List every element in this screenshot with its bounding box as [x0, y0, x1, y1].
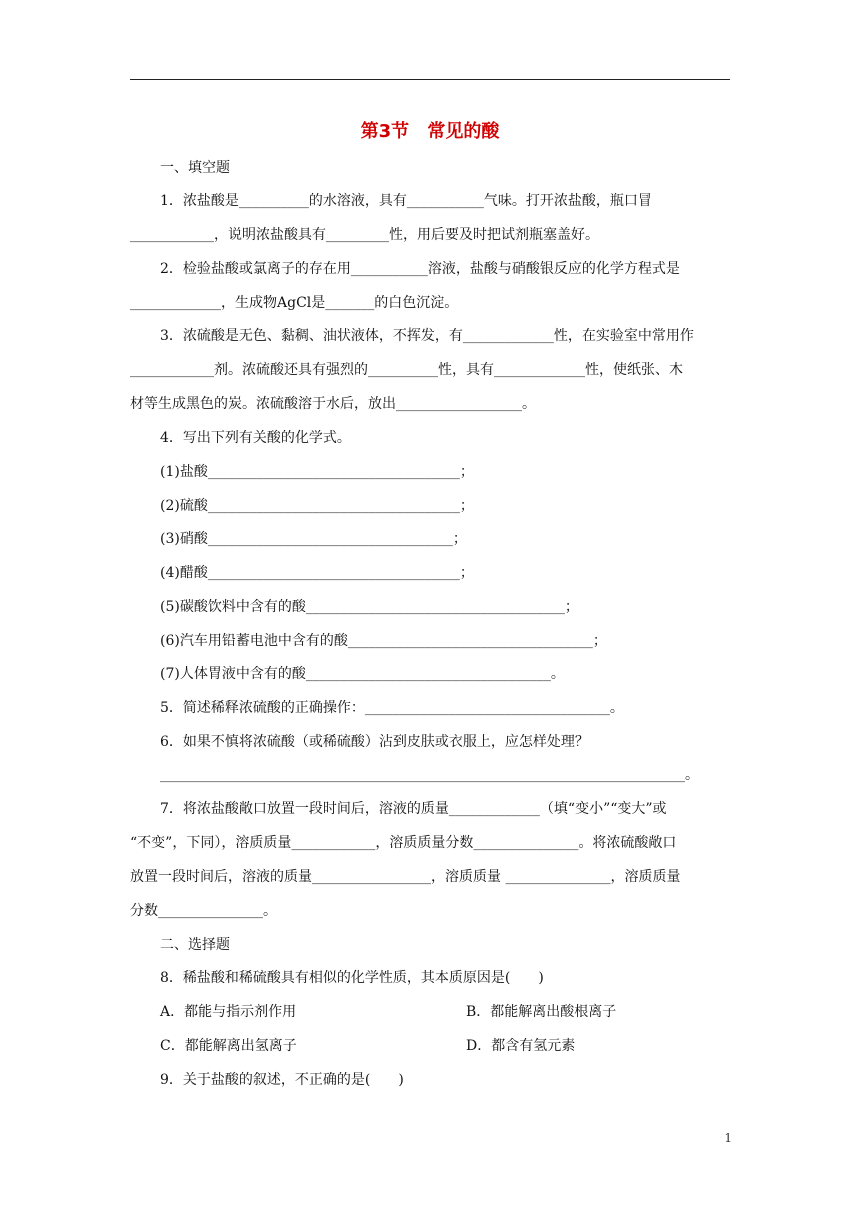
question-4-item-3: (3)硝酸___________________________________； — [160, 531, 467, 547]
question-7-line-4: 分数_______________。 — [130, 903, 277, 919]
header-rule — [130, 79, 730, 80]
title-section-number: 第3节 — [360, 121, 410, 142]
question-4-item-1: (1)盐酸____________________________________； — [160, 464, 474, 480]
title-topic: 常见的酸 — [427, 121, 500, 142]
question-4-item-7: (7)人体胃液中含有的酸___________________________________。 — [160, 666, 565, 682]
question-1-line-1: 1．浓盐酸是__________的水溶液，具有___________气味。打开浓盐酸，瓶口冒 — [160, 193, 652, 209]
question-4-item-4: (4)醋酸____________________________________； — [160, 565, 474, 581]
question-4-stem: 4．写出下列有关酸的化学式。 — [160, 430, 351, 446]
question-8-option-b: B．都能解离出酸根离子 — [466, 1004, 617, 1020]
question-8-option-a: A．都能与指示剂作用 — [160, 1004, 297, 1020]
question-9-stem: 9．关于盐酸的叙述，不正确的是( ) — [160, 1072, 404, 1088]
section-heading-multiple-choice: 二、选择题 — [160, 937, 230, 953]
question-1-line-2: ____________，说明浓盐酸具有_________性，用后要及时把试剂瓶塞盖好。 — [130, 227, 599, 243]
question-2-line-1: 2．检验盐酸或氯离子的存在用___________溶液，盐酸与硝酸银反应的化学方程式是 — [160, 261, 680, 277]
question-8-option-d: D．都含有氢元素 — [466, 1038, 576, 1054]
question-7-line-1: 7．将浓盐酸敞口放置一段时间后，溶液的质量_____________（填“变小”“变大”或 — [160, 801, 667, 817]
question-6-stem: 6．如果不慎将浓硫酸（或稀硫酸）沾到皮肤或衣服上，应怎样处理？ — [160, 734, 589, 750]
question-7-line-3: 放置一段时间后，溶液的质量_________________，溶质质量 _______________，溶质质量 — [130, 869, 681, 885]
question-4-item-2: (2)硫酸____________________________________； — [160, 498, 474, 514]
question-7-line-2: “不变”，下同），溶质质量____________，溶质质量分数_______________。将浓硫酸敞口 — [130, 835, 677, 851]
question-4-item-6: (6)汽车用铅蓄电池中含有的酸___________________________________； — [160, 633, 607, 649]
question-3-line-2: ____________剂。浓硫酸还具有强烈的__________性，具有_____________性，使纸张、木 — [130, 362, 683, 378]
question-2-line-2: _____________，生成物AgCl是_______的白色沉淀。 — [130, 295, 459, 311]
section-heading-fill-blank: 一、填空题 — [160, 160, 230, 176]
question-3-line-1: 3．浓硫酸是无色、黏稠、油状液体，不挥发，有_____________性，在实验室中常用作 — [160, 328, 694, 344]
page-number: 1 — [724, 1131, 732, 1145]
question-3-line-3: 材等生成黑色的炭。浓硫酸溶于水后，放出__________________。 — [130, 396, 536, 412]
question-6-answer-line: ___________________________________________________________________________。 — [160, 767, 699, 783]
page-title — [0, 117, 860, 143]
question-8-option-c: C．都能解离出氢离子 — [160, 1038, 297, 1054]
question-5: 5．简述稀释浓硫酸的正确操作：___________________________________。 — [160, 700, 624, 716]
question-4-item-5: (5)碳酸饮料中含有的酸_____________________________________； — [160, 599, 579, 615]
question-8-stem: 8．稀盐酸和稀硫酸具有相似的化学性质，其本质原因是( ) — [160, 970, 544, 986]
